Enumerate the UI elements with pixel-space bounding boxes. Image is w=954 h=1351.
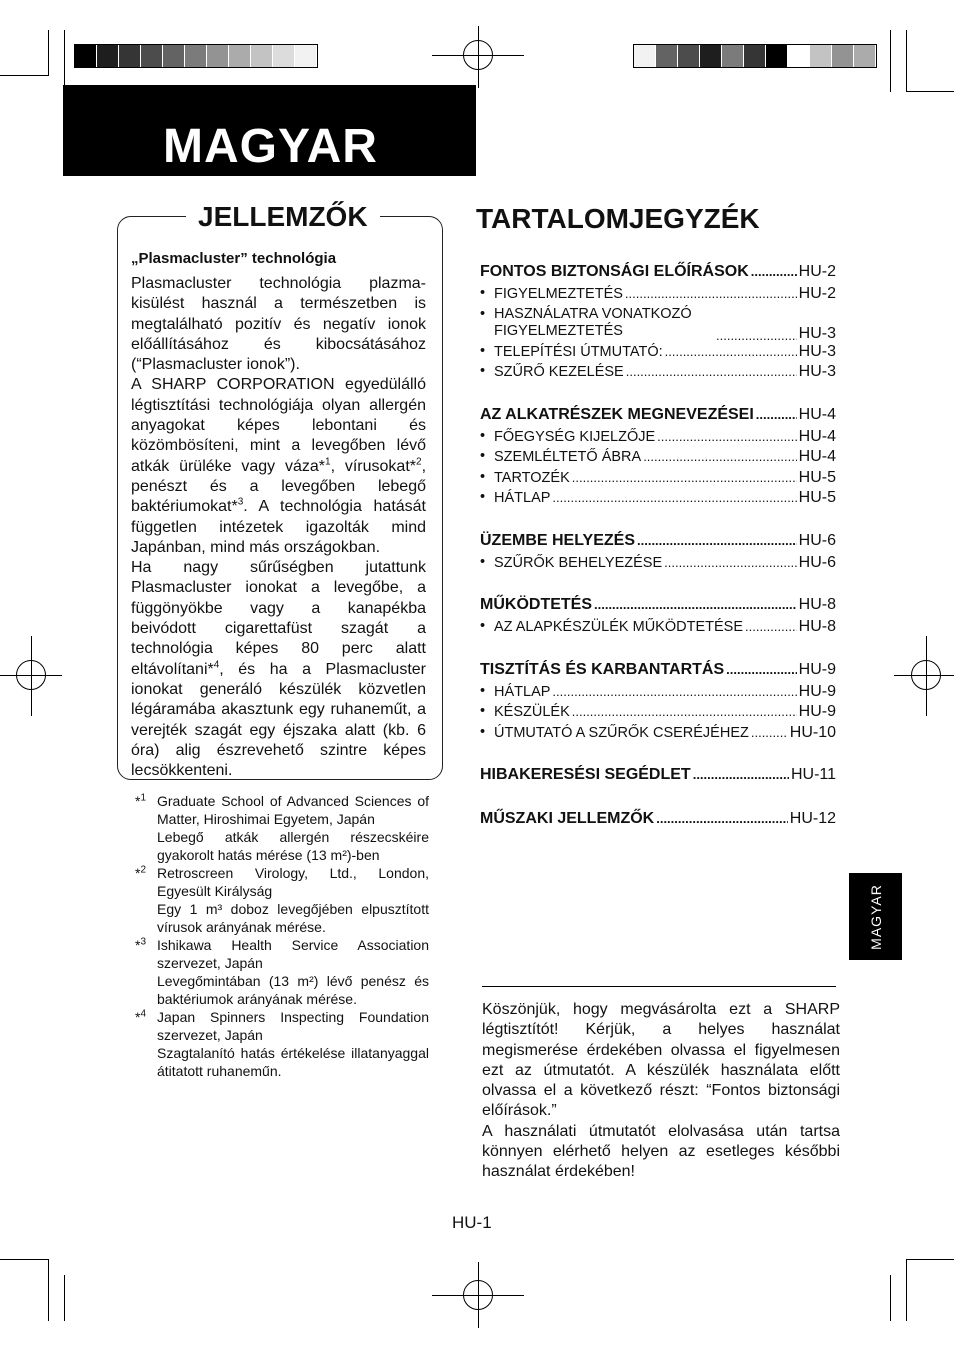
toc-item[interactable]: • SZEMLÉLTETŐ ÁBRA ..... HU-4 — [480, 448, 836, 469]
toc-section[interactable]: MŰKÖDTETÉS ..... HU-8 — [480, 596, 836, 618]
thanks-text — [482, 1000, 840, 1183]
footnote-ref: 3 — [237, 496, 244, 508]
footnote-ref: 1 — [325, 456, 331, 468]
thanks-p2: A használati útmutatót elolvasása után tartsa könnyen elérhető helyen az esetleges későbbi használat érdekében! — [482, 1122, 840, 1181]
footnote-org: Japan Spinners Inspecting Foundation szervezet, Japán — [157, 1009, 429, 1043]
footnote-ref: 2 — [416, 456, 422, 468]
color-swatch — [295, 45, 317, 67]
color-swatch — [75, 45, 97, 67]
color-swatch — [141, 45, 163, 67]
language-side-tab — [849, 873, 902, 960]
color-swatch — [251, 45, 273, 67]
footnote: *$^2$ Retroscreen Virology, Ltd., London, Egyesült Királyság Egy 1 m³ doboz levegőjében elpusztított vírusok arányának mérése. — [135, 864, 429, 935]
color-swatch — [832, 45, 854, 67]
color-swatch — [634, 45, 656, 67]
footnote: *$^1$ Graduate School of Advanced Sciences of Matter, Hiroshimai Egyetem, Japán Lebegő atkák allergén részecskéire gyakorolt hatás mérése (13 m²)-ben — [135, 792, 429, 863]
toc-section[interactable]: ÜZEMBE HELYEZÉS ..... HU-6 — [480, 532, 836, 554]
color-swatch — [97, 45, 119, 67]
divider — [482, 986, 836, 987]
color-swatch — [119, 45, 141, 67]
toc-section[interactable]: FONTOS BIZTONSÁGI ELŐÍRÁSOK ..... HU-2 — [480, 263, 836, 285]
color-bar-right — [633, 44, 877, 68]
toc-item[interactable]: • AZ ALAPKÉSZÜLÉK MŰKÖDTETÉSE ..... HU-8 — [480, 618, 836, 639]
toc-title: TARTALOMJEGYZÉK — [476, 203, 760, 234]
features-p2-text: , vírusokat* — [330, 457, 416, 475]
color-swatch — [810, 45, 832, 67]
features-body — [131, 274, 426, 781]
footnote: *$^4$ Japan Spinners Inspecting Foundation szervezet, Japán Szagtalanító hatás értékelése illatanyaggal átitatott ruhaneműn. — [135, 1008, 429, 1079]
features-p2-text: A SHARP CORPORATION egyedülálló légtisztítási technológiája olyan allergén anyagokat képes lebontani és közömbösíteni, mint a levegőben lévő atkák ürüléke vagy váza* — [131, 376, 426, 475]
language-title: MAGYAR — [163, 120, 378, 173]
toc-item[interactable]: • HÁTLAP ..... HU-9 — [480, 683, 836, 704]
features-p3-text: Ha nagy sűrűségben jutattunk Plasmacluster ionokat a levegőbe, a függönyökbe vagy a kanapékba beivódott cigarettafüst szagát a technológia képes 80 perc alatt eltávolítani* — [131, 559, 426, 678]
footnote-desc: Egy 1 m³ doboz levegőjében elpusztított vírusok arányának mérése. — [157, 901, 429, 935]
footnote-desc: Lebegő atkák allergén részecskéire gyakorolt hatás mérése (13 m²)-ben — [157, 829, 429, 863]
features-p2-text: . A technológia hatását független intézetek igazolták mind Japánban, mind más országokban. — [131, 498, 426, 556]
toc-item[interactable]: • SZŰRŐK BEHELYEZÉSE ..... HU-6 — [480, 554, 836, 575]
language-header — [63, 85, 476, 176]
table-of-contents — [480, 263, 836, 832]
footnote-org: Retroscreen Virology, Ltd., London, Egyesült Királyság — [157, 865, 429, 899]
footnotes — [131, 792, 429, 1080]
color-swatch — [788, 45, 810, 67]
toc-item[interactable]: • ÚTMUTATÓ A SZŰRŐK CSERÉJÉHEZ ..... HU-10 — [480, 724, 836, 745]
footnote-desc: Levegőmintában (13 m²) lévő penész és baktériumok arányának mérése. — [157, 973, 429, 1007]
toc-item[interactable]: • HASZNÁLATRA VONATKOZÓ FIGYELMEZTETÉS ..... HU-3 — [480, 306, 836, 343]
footnote-ref: 4 — [213, 659, 220, 671]
features-p3-text: , és ha a Plasmacluster ionokat generáló készülék közvetlen légáramába akasztunk egy ruhaneműt, a verejték szagát egy éjszaka alatt (kb. 6 óra) alig észrevehető szintre képes lecsökkenteni. — [131, 660, 426, 780]
color-bar-left — [74, 44, 318, 68]
footnote: *$^3$ Ishikawa Health Service Association szervezet, Japán Levegőmintában (13 m²) lévő penész és baktériumok arányának mérése. — [135, 936, 429, 1007]
toc-item[interactable]: • FIGYELMEZTETÉS ..... HU-2 — [480, 285, 836, 306]
color-swatch — [163, 45, 185, 67]
color-swatch — [744, 45, 766, 67]
toc-section[interactable]: MŰSZAKI JELLEMZŐK ..... HU-12 — [480, 810, 836, 832]
toc-item[interactable]: • TELEPÍTÉSI ÚTMUTATÓ: ..... HU-3 — [480, 343, 836, 364]
footnote-org: Graduate School of Advanced Sciences of Matter, Hiroshimai Egyetem, Japán — [157, 793, 429, 827]
color-swatch — [678, 45, 700, 67]
toc-section[interactable]: TISZTÍTÁS ÉS KARBANTARTÁS ..... HU-9 — [480, 661, 836, 683]
toc-item[interactable]: • FŐEGYSÉG KIJELZŐJE ..... HU-4 — [480, 428, 836, 449]
color-swatch — [273, 45, 295, 67]
toc-item[interactable]: • HÁTLAP ..... HU-5 — [480, 489, 836, 510]
color-swatch — [854, 45, 876, 67]
features-subtitle: „Plasmacluster” technológia — [131, 250, 337, 267]
features-p1: Plasmacluster technológia plazma-kisülést használ a természetben is megtalálható pozitív és negatív ionok előállításához és kibocsátásához (“Plasmacluster ionok”). — [131, 275, 426, 374]
footnote-desc: Szagtalanító hatás értékelése illatanyaggal átitatott ruhaneműn. — [157, 1045, 429, 1079]
toc-section[interactable]: AZ ALKATRÉSZEK MEGNEVEZÉSEI ..... HU-4 — [480, 406, 836, 428]
side-tab-label: MAGYAR — [867, 883, 884, 950]
color-swatch — [185, 45, 207, 67]
thanks-p1: Köszönjük, hogy megvásárolta ezt a SHARP légtisztítót! Kérjük, a helyes használat megismerése érdekében olvassa el figyelmesen ezt az útmutatót. A készülék használata előtt olvassa el a következő részt: “Fontos biztonsági előírások.” — [482, 1001, 840, 1120]
color-swatch — [766, 45, 788, 67]
color-swatch — [700, 45, 722, 67]
page-number: HU-1 — [452, 1213, 492, 1232]
color-swatch — [656, 45, 678, 67]
toc-item[interactable]: • KÉSZÜLÉK ..... HU-9 — [480, 703, 836, 724]
footnote-org: Ishikawa Health Service Association szervezet, Japán — [157, 937, 429, 971]
color-swatch — [722, 45, 744, 67]
features-p2-text: , penészt és a levegőben lebegő baktériumokat* — [131, 457, 427, 516]
toc-item[interactable]: • SZŰRŐ KEZELÉSE ..... HU-3 — [480, 363, 836, 384]
color-swatch — [229, 45, 251, 67]
features-title: JELLEMZŐK — [186, 201, 380, 233]
color-swatch — [207, 45, 229, 67]
toc-item[interactable]: • TARTOZÉK ..... HU-5 — [480, 469, 836, 490]
toc-section[interactable]: HIBAKERESÉSI SEGÉDLET ..... HU-11 — [480, 766, 836, 788]
